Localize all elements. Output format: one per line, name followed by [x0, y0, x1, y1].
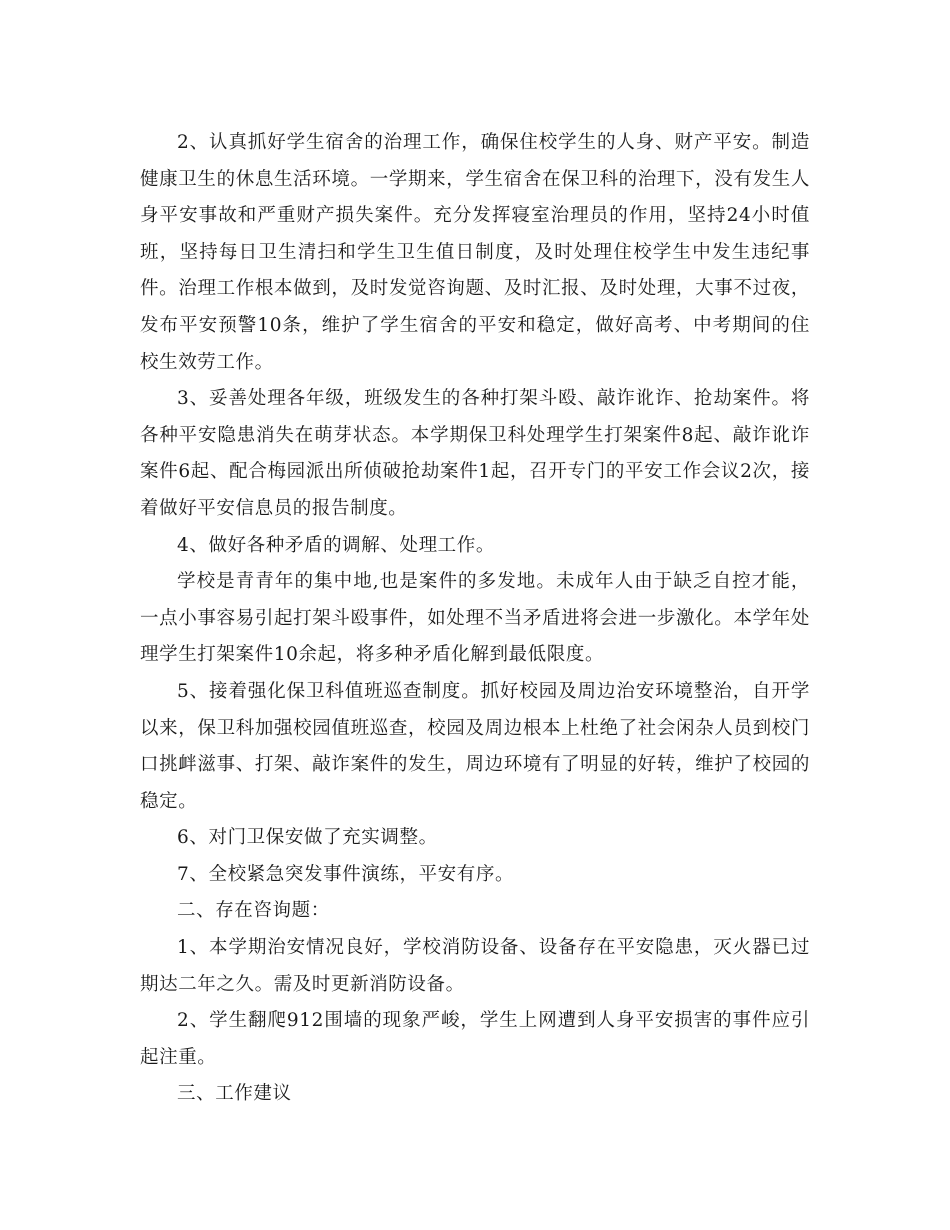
- paragraph-conflict-mediation-heading: 4、做好各种矛盾的调解、处理工作。: [177, 534, 495, 556]
- paragraph-patrol-system: 5、接着强化保卫科值班巡查制度。抓好校园及周边治安环境整治，自开学以来，保卫科加强校园值班巡查，校园及周边根本上杜绝了社会闲杂人员到校门口挑衅滋事、打架、敲诈案件的发生，周边环境有了明显的好转，维护了校园的稳定。: [140, 680, 810, 812]
- document-body: [140, 125, 810, 1113]
- section-heading-suggestions: 三、工作建议: [177, 1083, 292, 1105]
- paragraph-conflict-mediation-body: 学校是青青年的集中地,也是案件的多发地。未成年人由于缺乏自控才能，一点小事容易引起打架斗殴事件，如处理不当矛盾进将会进一步激化。本学年处理学生打架案件10余起，将多种矛盾化解到最低限度。: [140, 571, 810, 666]
- paragraph-fire-equipment: 1、本学期治安情况良好，学校消防设备、设备存在平安隐患，灭火器已过期达二年之久。需及时更新消防设备。: [140, 937, 810, 995]
- paragraph-guard-adjustment: 6、对门卫保安做了充实调整。: [177, 827, 438, 849]
- section-heading-problems: 二、存在咨询题：: [177, 900, 330, 922]
- paragraph-wall-climbing: 2、学生翻爬912围墙的现象严峻，学生上网遭到人身平安损害的事件应引起注重。: [140, 1010, 810, 1068]
- paragraph-fight-cases: 3、妥善处理各年级，班级发生的各种打架斗殴、敲诈讹诈、抢劫案件。将各种平安隐患消失在萌芽状态。本学期保卫科处理学生打架案件8起、敲诈讹诈案件6起、配合梅园派出所侦破抢劫案件1起，召开专门的平安工作会议2次，接着做好平安信息员的报告制度。: [140, 388, 810, 519]
- paragraph-emergency-drill: 7、全校紧急突发事件演练，平安有序。: [177, 863, 515, 885]
- paragraph-dormitory-management: 2、认真抓好学生宿舍的治理工作，确保住校学生的人身、财产平安。制造健康卫生的休息生活环境。一学期来，学生宿舍在保卫科的治理下，没有发生人身平安事故和严重财产损失案件。充分发挥寝室治理员的作用，坚持24小时值班，坚持每日卫生清扫和学生卫生值日制度，及时处理住校学生中发生违纪事件。治理工作根本做到，及时发觉咨询题、及时汇报、及时处理，大事不过夜，发布平安预警10条，维护了学生宿舍的平安和稳定，做好高考、中考期间的住校生效劳工作。: [140, 132, 810, 373]
